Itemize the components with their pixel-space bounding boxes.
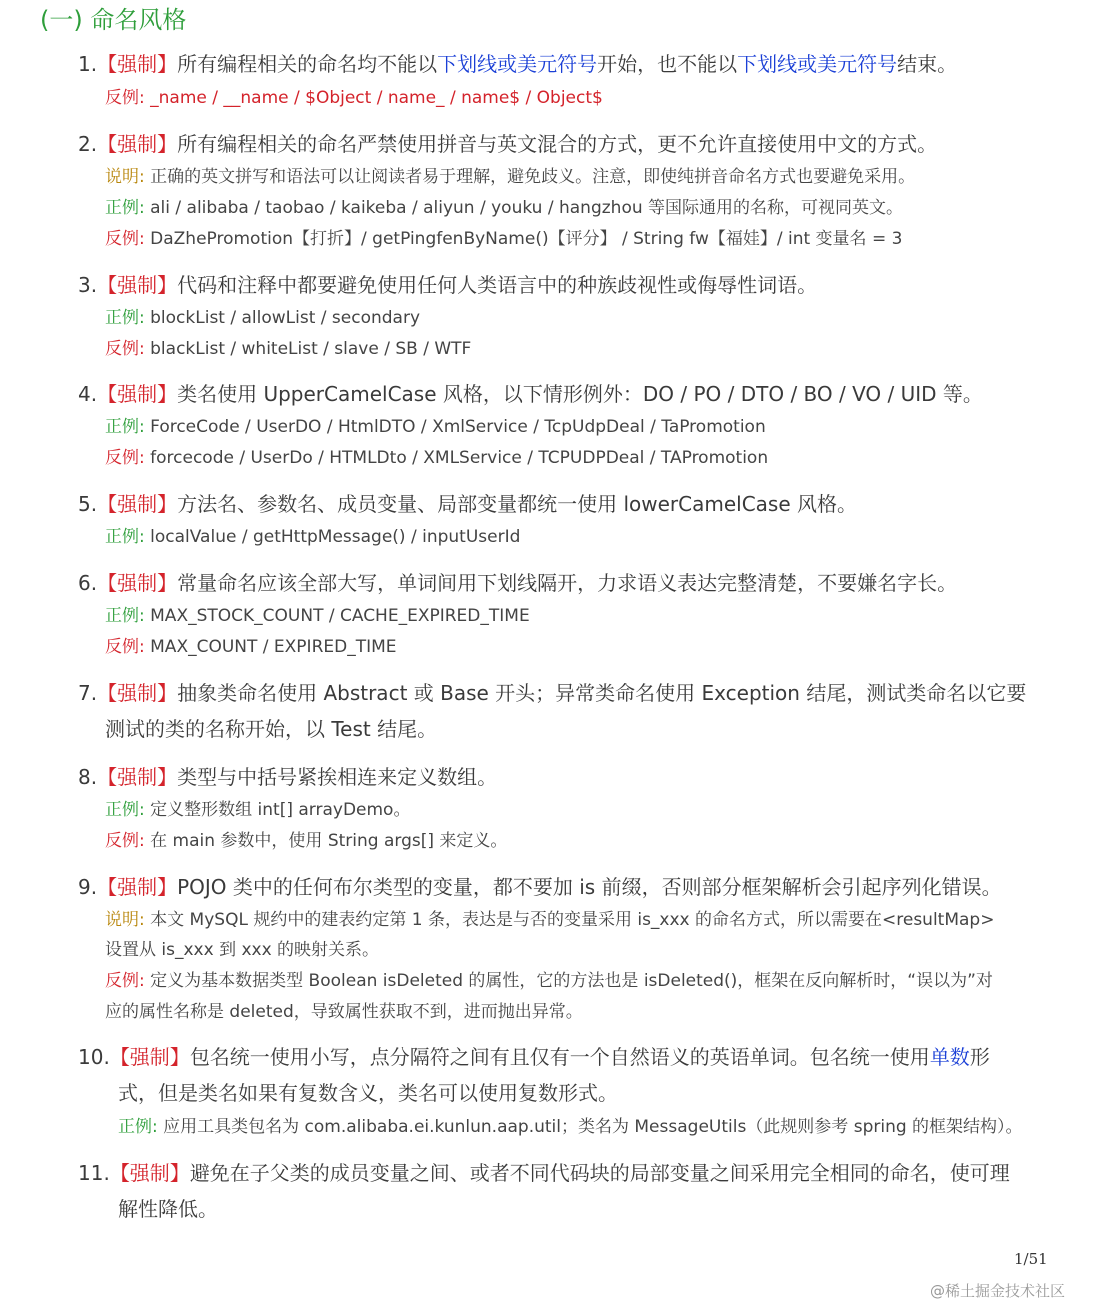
rule-8 [78,763,497,791]
good-example-text: ForceCode / UserDO / HtmlDTO / XmlService / TcpUdpDeal / TaPromotion [150,417,766,437]
rule-3 [78,271,817,299]
rule-11-continuation: 解性降低。 [118,1197,218,1221]
rule-8-good-example [105,798,410,822]
rule-text: 形 [969,1045,990,1069]
rule-3-good-example [105,306,420,330]
rule-text: 所有编程相关的命名均不能以 [177,52,438,76]
rule-text: POJO 类中的任何布尔类型的变量，都不要加 is 前缀，否则部分框架解析会引起序列化错误。 [177,875,1002,899]
bad-example-text: forcecode / UserDo / HTMLDto / XMLService / TCPUDPDeal / TAPromotion [150,448,769,468]
rule-6-good-example [105,604,530,628]
rule-9-note [105,908,994,932]
rule-text: 避免在子父类的成员变量之间、或者不同代码块的局部变量之间采用完全相同的命名，使可理 [189,1161,1010,1185]
rule-number: 6. [78,571,98,595]
mandatory-tag: 【强制】 [97,52,178,76]
rule-5-good-example [105,525,520,549]
rule-2-good-example [105,196,903,220]
rule-text: 结束。 [897,52,958,76]
rule-number: 4. [78,382,98,406]
mandatory-tag: 【强制】 [97,875,178,899]
good-label: 正例: [105,308,145,328]
bad-label: 反例: [105,637,145,657]
bad-example-text: 在 main 参数中，使用 String args[] 来定义。 [150,831,508,851]
rule-2-bad-example [105,227,902,251]
good-example-text: 应用工具类包名为 com.alibaba.ei.kunlun.aap.util；类名为 MessageUtils（此规则参考 spring 的框架结构）。 [163,1117,1023,1137]
rule-10 [78,1043,990,1071]
mandatory-tag: 【强制】 [109,1045,190,1069]
bad-example-text: 定义为基本数据类型 Boolean isDeleted 的属性，它的方法也是 isDeleted()，框架在反向解析时，“误以为”对 [150,971,993,991]
good-label: 正例: [105,198,145,218]
mandatory-tag: 【强制】 [97,492,178,516]
bad-example-text: blackList / whiteList / slave / SB / WTF [150,339,472,359]
mandatory-tag: 【强制】 [97,132,178,156]
rule-text: 抽象类命名使用 Abstract 或 Base 开头；异常类命名使用 Exception 结尾，测试类命名以它要 [177,681,1027,705]
mandatory-tag: 【强制】 [97,382,178,406]
rule-5 [78,490,857,518]
rule-9-note-continuation: 设置从 is_xxx 到 xxx 的映射关系。 [105,940,380,960]
rule-3-bad-example [105,337,471,361]
good-label: 正例: [105,606,145,626]
rule-number: 9. [78,875,98,899]
rule-text: 常量命名应该全部大写，单词间用下划线隔开，力求语义表达完整清楚，不要嫌名字长。 [177,571,958,595]
watermark: @稀土掘金技术社区 [930,1282,1066,1300]
rule-number: 8. [78,765,98,789]
rule-9-bad-continuation: 应的属性名称是 deleted，导致属性获取不到，进而抛出异常。 [105,1002,583,1022]
rule-number: 11. [78,1161,110,1185]
rule-number: 10. [78,1045,110,1069]
good-example-text: ali / alibaba / taobao / kaikeba / aliyun / youku / hangzhou 等国际通用的名称，可视同英文。 [150,198,904,218]
good-label: 正例: [118,1117,158,1137]
mandatory-tag: 【强制】 [97,571,178,595]
rule-text: 所有编程相关的命名严禁使用拼音与英文混合的方式，更不允许直接使用中文的方式。 [177,132,938,156]
mandatory-tag: 【强制】 [97,765,178,789]
rule-number: 3. [78,273,98,297]
rule-9 [78,873,1002,901]
rule-text: 开始，也不能以 [597,52,738,76]
rule-11 [78,1159,1010,1187]
good-label: 正例: [105,417,145,437]
rule-number: 7. [78,681,98,705]
note-text: 正确的英文拼写和语法可以让阅读者易于理解，避免歧义。注意，即使纯拼音命名方式也要避免采用。 [150,167,916,187]
bad-label: 反例: [105,339,145,359]
rule-text: 包名统一使用小写，点分隔符之间有且仅有一个自然语义的英语单词。包名统一使用 [189,1045,930,1069]
note-label: 说明: [105,167,145,187]
rule-4 [78,380,983,408]
rule-4-bad-example [105,446,768,470]
bad-label: 反例: [105,971,145,991]
rule-1-bad-example [105,86,603,110]
rule-text: 代码和注释中都要避免使用任何人类语言中的种族歧视性或侮辱性词语。 [177,273,818,297]
highlight-text: 单数 [929,1045,970,1069]
bad-label: 反例: [105,88,145,108]
highlight-text: 下划线或美元符号 [437,52,598,76]
rule-10-good-example [118,1115,1023,1139]
rule-text: 类名使用 UpperCamelCase 风格，以下情形例外：DO / PO / DTO / BO / VO / UID 等。 [177,382,983,406]
rule-number: 1. [78,52,98,76]
bad-label: 反例: [105,448,145,468]
rule-9-bad-example [105,969,993,993]
rule-text: 类型与中括号紧挨相连来定义数组。 [177,765,498,789]
note-label: 说明: [105,910,145,930]
highlight-text: 下划线或美元符号 [737,52,898,76]
note-text: 本文 MySQL 规约中的建表约定第 1 条，表达是与否的变量采用 is_xxx 的命名方式，所以需要在<resultMap> [150,910,995,930]
good-example-text: 定义整形数组 int[] arrayDemo。 [150,800,411,820]
rule-7 [78,679,1026,707]
rule-8-bad-example [105,829,507,853]
rule-number: 5. [78,492,98,516]
good-example-text: MAX_STOCK_COUNT / CACHE_EXPIRED_TIME [150,606,530,626]
mandatory-tag: 【强制】 [97,681,178,705]
rule-6 [78,569,957,597]
mandatory-tag: 【强制】 [97,273,178,297]
bad-label: 反例: [105,831,145,851]
good-label: 正例: [105,527,145,547]
bad-example-text: _name / __name / $Object / name_ / name$ / Object$ [150,88,603,108]
rule-text: 方法名、参数名、成员变量、局部变量都统一使用 lowerCamelCase 风格。 [177,492,857,516]
rule-number: 2. [78,132,98,156]
rule-4-good-example [105,415,766,439]
rule-2-note [105,165,915,189]
good-example-text: blockList / allowList / secondary [150,308,421,328]
bad-label: 反例: [105,229,145,249]
good-example-text: localValue / getHttpMessage() / inputUserId [150,527,521,547]
rule-2 [78,130,937,158]
rule-6-bad-example [105,635,397,659]
rule-7-continuation: 测试的类的名称开始，以 Test 结尾。 [105,717,438,741]
bad-example-text: MAX_COUNT / EXPIRED_TIME [150,637,397,657]
mandatory-tag: 【强制】 [109,1161,190,1185]
page-number: 1/51 [1014,1250,1048,1268]
rule-10-continuation: 式，但是类名如果有复数含义，类名可以使用复数形式。 [118,1081,618,1105]
good-label: 正例: [105,800,145,820]
bad-example-text: DaZhePromotion【打折】/ getPingfenByName()【评分】 / String fw【福娃】/ int 变量名 = 3 [150,229,903,249]
rule-1 [78,50,957,78]
section-title: (一) 命名风格 [40,6,187,34]
